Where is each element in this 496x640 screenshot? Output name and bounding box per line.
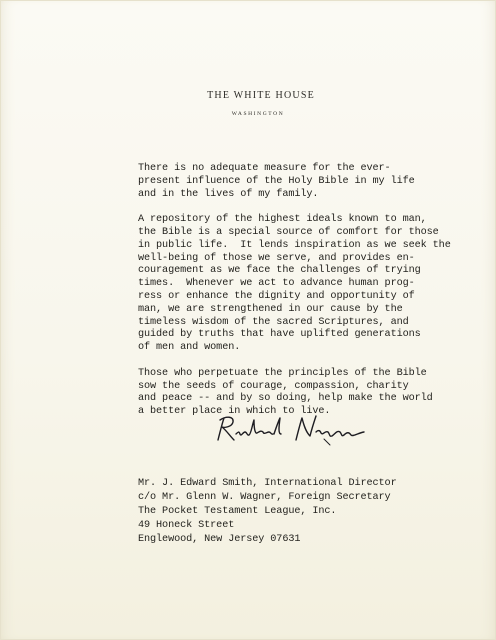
letter-paragraph-3: Those who perpetuate the principles of the Bible sow the seeds of courage, compassion, charity and peace -- and by so doing, help make the world a better place in which to live. bbox=[138, 367, 433, 418]
handwritten-signature bbox=[212, 410, 372, 450]
address-line-1: Mr. J. Edward Smith, International Director bbox=[138, 478, 397, 489]
letter-paragraph-2: A repository of the highest ideals known to man, the Bible is a special source of comfort for those in public life. It lends inspiration as we seek the well-being of those we serve, and provides en- couragement as we face the challenges of trying times. Whenever we act to advance human prog- ress or enhance the dignity and opportunity of man, we are strengthened in our cause by the timeless wisdom of the sacred Scriptures, and guided by truths that have uplifted generations of men and women. bbox=[138, 214, 451, 354]
address-line-2: c/o Mr. Glenn W. Wagner, Foreign Secretary bbox=[138, 492, 391, 503]
letter-body bbox=[138, 163, 478, 432]
address-line-3: The Pocket Testament League, Inc. bbox=[138, 506, 337, 517]
recipient-address bbox=[138, 477, 478, 547]
letter-paragraph-1: There is no adequate measure for the ever- present influence of the Holy Bible in my life and in the lives of my family. bbox=[138, 163, 415, 200]
address-line-5: Englewood, New Jersey 07631 bbox=[138, 534, 301, 545]
letterhead-title: THE WHITE HOUSE bbox=[207, 90, 315, 101]
address-line-4: 49 Honeck Street bbox=[138, 520, 235, 531]
letterhead-subtitle: WASHINGTON bbox=[231, 111, 285, 117]
letterhead bbox=[0, 90, 496, 117]
